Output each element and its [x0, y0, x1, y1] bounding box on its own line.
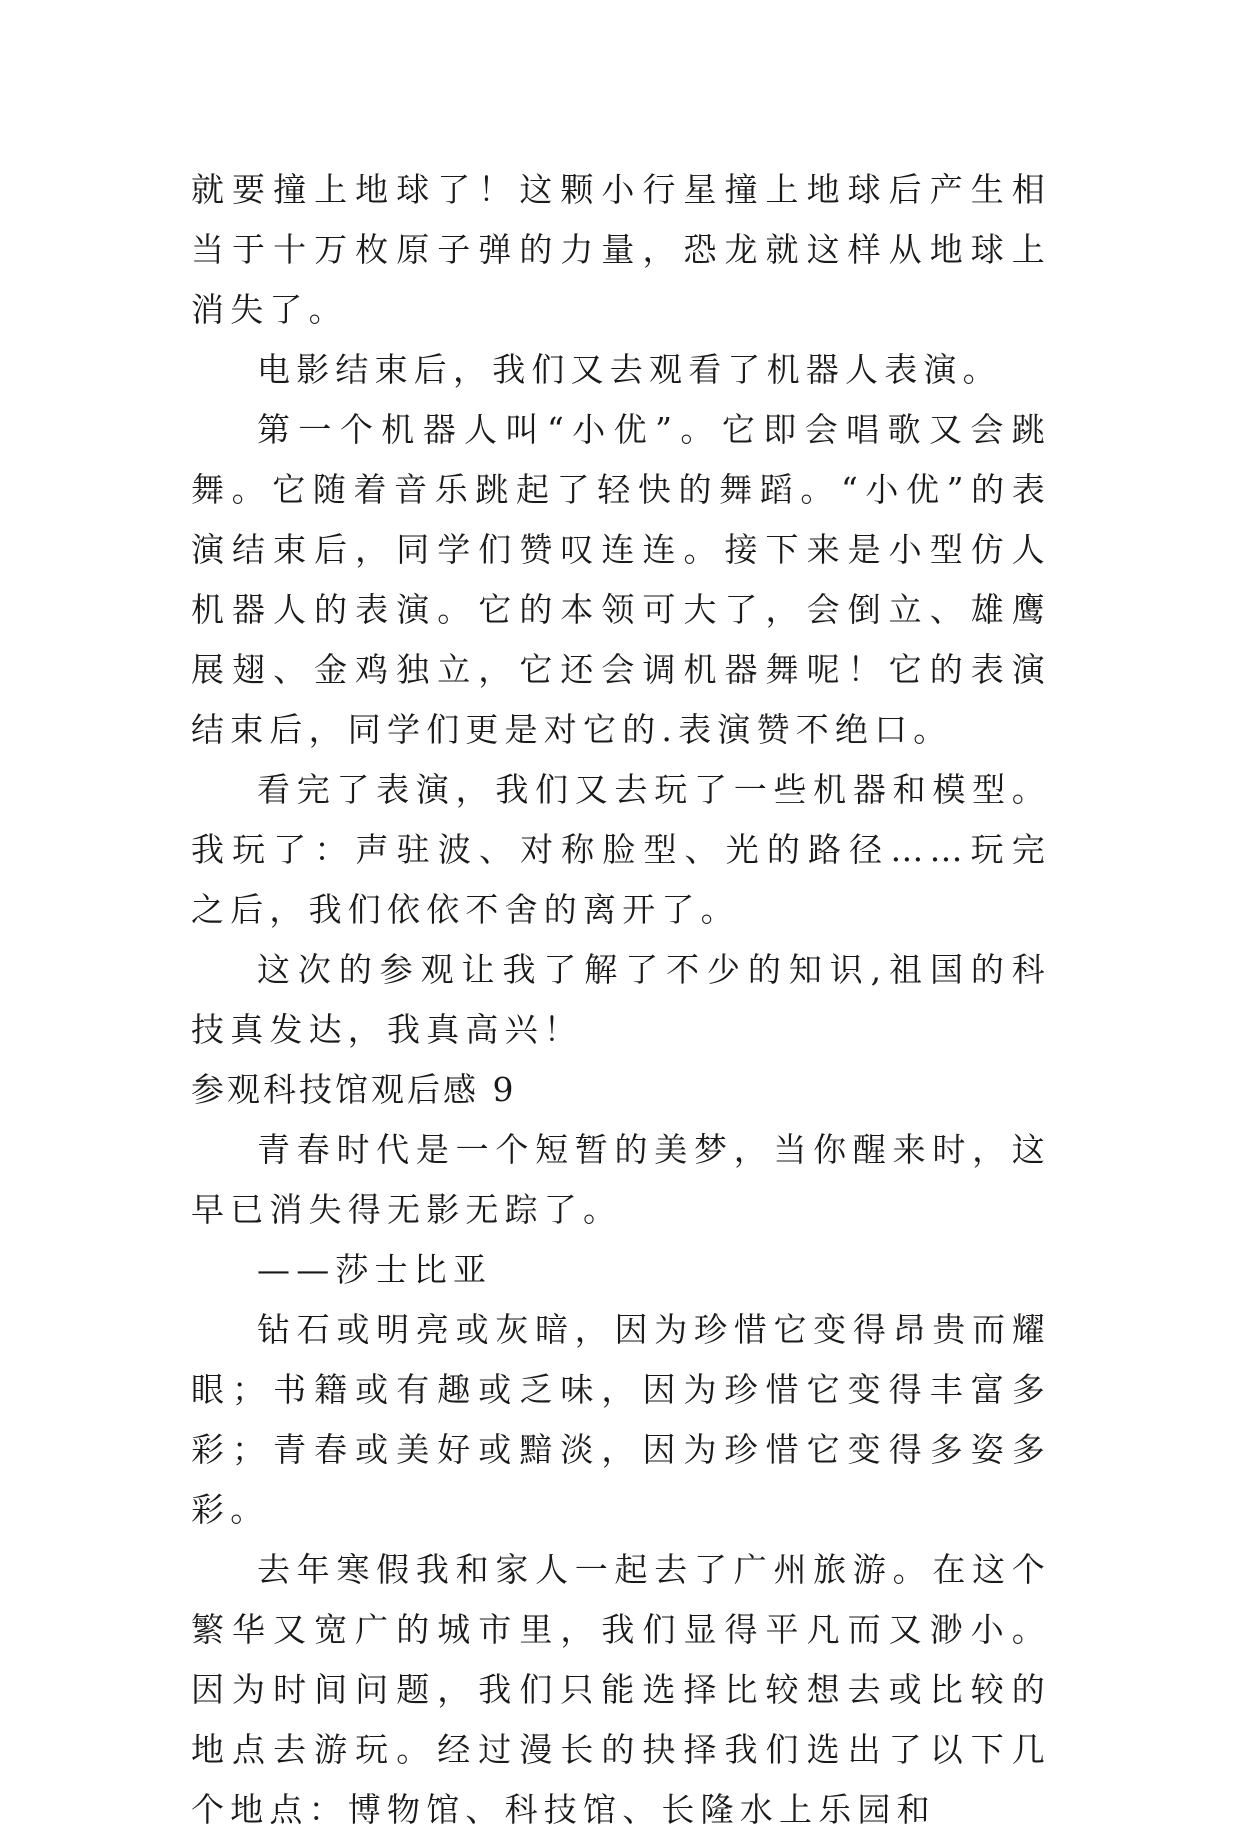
paragraph-guangzhou-trip: 去年寒假我和家人一起去了广州旅游。在这个繁华又宽广的城市里，我们显得平凡而又渺小。因为时间问题，我们只能选择比较想去或比较的地点去游玩。经过漫长的抉择我们选出了以下几个地点：博物馆、科技馆、长隆水上乐园和 — [191, 1550, 1051, 1829]
paragraph-robot-show-intro: 电影结束后，我们又去观看了机器人表演。 — [257, 350, 1002, 389]
paragraph-robot-performance: 第一个机器人叫“小优”。它即会唱歌又会跳舞。它随着音乐跳起了轻快的舞蹈。“小优”的表演结束后，同学们赞叹连连。接下来是小型仿人机器人的表演。它的本领可大了，会倒立、雄鹰展翅、金鸡独立，它还会调机器舞呢！它的表演结束后，同学们更是对它的.表演赞不绝口。 — [191, 410, 1051, 749]
paragraph-youth-quote: 青春时代是一个短暂的美梦，当你醒来时，这早已消失得无影无踪了。 — [191, 1130, 1051, 1229]
paragraph-cherish: 钻石或明亮或灰暗，因为珍惜它变得昂贵而耀眼；书籍或有趣或乏味，因为珍惜它变得丰富多彩；青春或美好或黯淡，因为珍惜它变得多姿多彩。 — [191, 1310, 1051, 1529]
paragraph-asteroid: 就要撞上地球了！这颗小行星撞上地球后产生相当于十万枚原子弹的力量，恐龙就这样从地球上消失了。 — [191, 170, 1051, 329]
paragraph-conclusion: 这次的参观让我了解了不少的知识,祖国的科技真发达，我真高兴！ — [191, 950, 1051, 1049]
document-body — [191, 160, 1051, 1840]
section-heading: 参观科技馆观后感 9 — [191, 1070, 517, 1109]
quote-attribution: ——莎士比亚 — [257, 1250, 493, 1289]
paragraph-machines-models: 看完了表演，我们又去玩了一些机器和模型。我玩了：声驻波、对称脸型、光的路径……玩完之后，我们依依不舍的离开了。 — [191, 770, 1051, 929]
